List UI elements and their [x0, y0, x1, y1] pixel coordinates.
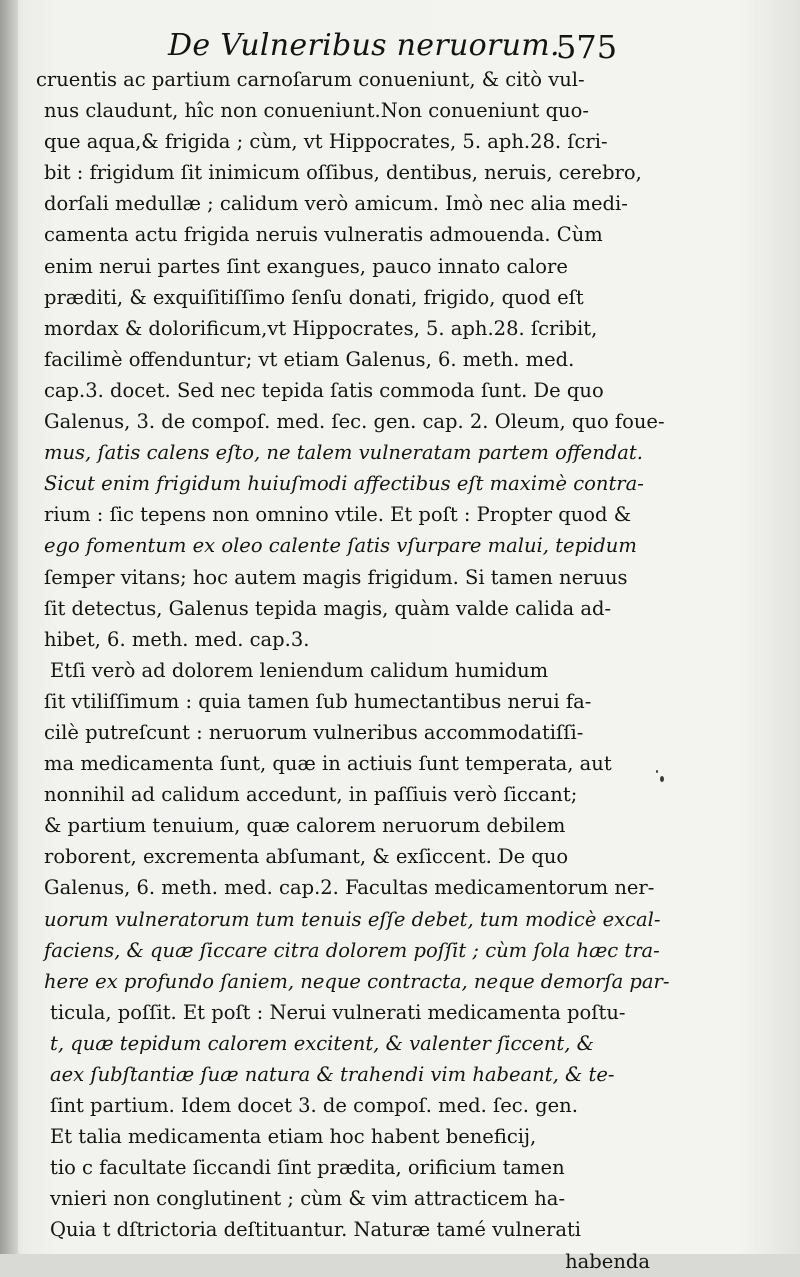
text-line: cilè putreſcunt : neruorum vulneribus accommodatiſſi-	[44, 720, 584, 744]
text-line: ſit vtiliſſimum : quia tamen ſub humectantibus nerui fa-	[44, 689, 592, 713]
text-line: Sicut enim frigidum huiuſmodi affectibus eſt maximè contra-	[44, 472, 644, 496]
text-line: aex ſubſtantiæ ſuæ natura & trahendi vim habeant, & te-	[50, 1063, 615, 1086]
text-line: vnieri non conglutinent ; cùm & vim attracticem ha-	[50, 1187, 566, 1211]
text-line: præditi, & exquiſitiſſimo ſenſu donati, frigido, quod eſt	[44, 285, 584, 309]
text-line: tio c facultate ſiccandi ſint prædita, orificium tamen	[50, 1156, 565, 1180]
text-line: Quia t dſtrictoria deſtituantur. Naturæ tamé vulnerati	[50, 1218, 582, 1242]
text-line: Galenus, 3. de compoſ. med. ſec. gen. cap. 2. Oleum, quo foue-	[44, 410, 665, 434]
page-number: 575	[556, 28, 618, 66]
text-line: bit : frigidum ſit inimicum oſſibus, dentibus, neruis, cerebro,	[44, 161, 642, 185]
text-line: Et talia medicamenta etiam hoc habent beneficij,	[50, 1125, 537, 1149]
text-line: enim nerui partes ſint exangues, pauco innato calore	[44, 254, 568, 278]
text-line: Etſi verò ad dolorem leniendum calidum humidum	[50, 658, 549, 682]
text-line: que aqua,& frigida ; cùm, vt Hippocrates, 5. aph.28. ſcri-	[44, 130, 608, 154]
text-line: mus, ſatis calens eſto, ne talem vulneratam partem offendat.	[44, 441, 643, 465]
text-line: here ex profundo ſaniem, neque contracta, neque demorſa par-	[44, 969, 670, 993]
text-line: nonnihil ad calidum accedunt, in paſſiuis verò ſiccant;	[44, 783, 578, 807]
text-line: ego fomentum ex oleo calente ſatis vſurpare malui, tepidum	[44, 534, 637, 558]
text-line: cruentis ac partium carnoſarum conueniunt, & citò vul-	[36, 68, 585, 91]
text-line: t, quæ tepidum calorem excitent, & valenter ſiccent, &	[50, 1031, 594, 1055]
running-head: De Vulneribus neruorum.	[168, 28, 560, 63]
text-line: mordax & dolorificum,vt Hippocrates, 5. aph.28. ſcribit,	[44, 316, 598, 340]
body-text	[30, 64, 670, 1277]
text-line: faciens, & quæ ſiccare citra dolorem poſſit ; cùm ſola hæc tra-	[44, 938, 660, 962]
text-line: camenta actu frigida neruis vulneratis admouenda. Cùm	[44, 223, 603, 247]
ink-fleck	[656, 770, 658, 773]
text-line: & partium tenuium, quæ calorem neruorum debilem	[44, 814, 566, 838]
ink-fleck	[660, 776, 664, 782]
text-line: hibet, 6. meth. med. cap.3.	[44, 627, 310, 651]
text-line: facilimè offenduntur; vt etiam Galenus, 6. meth. med.	[44, 347, 575, 371]
text-line: cap.3. docet. Sed nec tepida ſatis commoda ſunt. De quo	[44, 378, 604, 402]
text-line: roborent, excrementa abſumant, & exſiccent. De quo	[44, 845, 569, 869]
text-line: ticula, poſſit. Et poſt : Nerui vulnerati medicamenta poſtu-	[50, 1000, 626, 1024]
text-line: rium : ſic tepens non omnino vtile. Et poſt : Propter quod &	[44, 503, 632, 527]
text-line: nus claudunt, hîc non conueniunt.Non conueniunt quo-	[44, 99, 589, 123]
text-line: ma medicamenta ſunt, quæ in actiuis ſunt temperata, aut	[44, 752, 612, 776]
text-line: ſint partium. Idem docet 3. de compoſ. med. ſec. gen.	[50, 1094, 578, 1118]
binding-gutter	[0, 0, 18, 1254]
text-line: Galenus, 6. meth. med. cap.2. Facultas medicamentorum ner-	[44, 876, 655, 900]
text-line: ſit detectus, Galenus tepida magis, quàm valde calida ad-	[44, 596, 612, 620]
text-line: dorſali medullæ ; calidum verò amicum. Imò nec alia medi-	[44, 192, 628, 216]
text-line: uorum vulneratorum tum tenuis eſſe debet, tum modicè excal-	[44, 907, 661, 931]
text-line: ſemper vitans; hoc autem magis frigidum. Si tamen neruus	[44, 565, 628, 589]
catchword: habenda	[565, 1249, 650, 1273]
